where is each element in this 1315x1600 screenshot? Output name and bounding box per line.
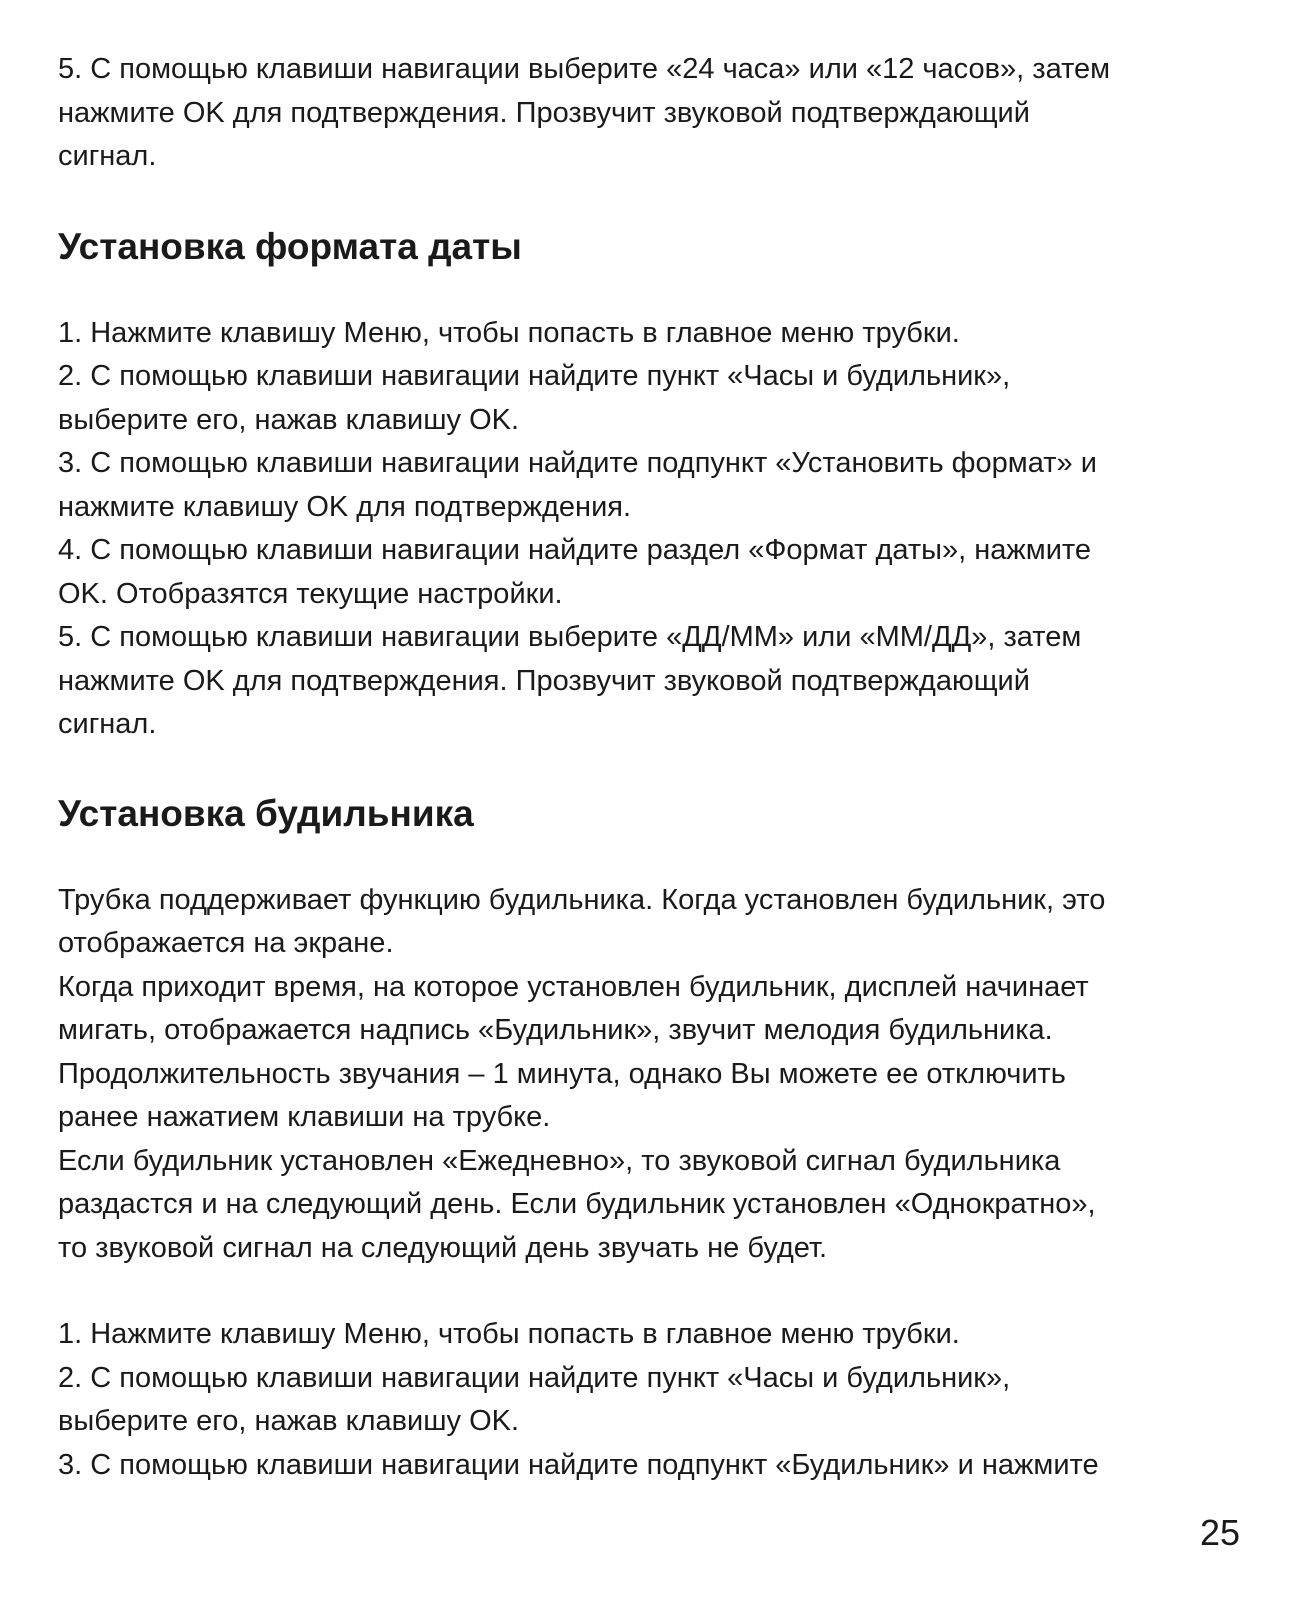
text-line: то звуковой сигнал на следующий день звучать не будет. bbox=[58, 1231, 828, 1264]
text-line: раздастся и на следующий день. Если будильник установлен «Однократно», bbox=[58, 1188, 1096, 1220]
text-line: 5. С помощью клавиши навигации выберите «ДД/ММ» или «ММ/ДД», затем bbox=[58, 621, 1082, 653]
text-line: выберите его, нажав клавишу OK. bbox=[58, 1405, 520, 1437]
section-heading-alarm: Установка будильника bbox=[58, 792, 474, 834]
text-line: 1. Нажмите клавишу Меню, чтобы попасть в главное меню трубки. bbox=[58, 316, 960, 349]
alarm-steps bbox=[58, 1313, 1268, 1487]
text-line: нажмите OK для подтверждения. Прозвучит звуковой подтверждающий bbox=[58, 664, 1030, 697]
manual-page bbox=[58, 48, 1268, 1487]
text-line: 4. С помощью клавиши навигации найдите раздел «Формат даты», нажмите bbox=[58, 534, 1091, 566]
text-line: 3. С помощью клавиши навигации найдите подпункт «Установить формат» и bbox=[58, 447, 1097, 479]
text-line: нажмите клавишу OK для подтверждения. bbox=[58, 490, 632, 523]
text-line: мигать, отображается надпись «Будильник», звучит мелодия будильника. bbox=[58, 1014, 1053, 1046]
page-number: 25 bbox=[1200, 1512, 1241, 1553]
text-line: выберите его, нажав клавишу OK. bbox=[58, 403, 520, 436]
section-heading-date-format: Установка формата даты bbox=[58, 225, 522, 267]
text-line: OK. Отобразятся текущие настройки. bbox=[58, 577, 563, 610]
intro-step-paragraph bbox=[58, 48, 1268, 179]
text-line: 5. С помощью клавиши навигации выберите «24 часа» или «12 часов», затем bbox=[58, 53, 1111, 85]
text-line: 3. С помощью клавиши навигации найдите подпункт «Будильник» и нажмите bbox=[58, 1448, 1099, 1481]
text-line: сигнал. bbox=[58, 708, 157, 740]
text-line: 1. Нажмите клавишу Меню, чтобы попасть в главное меню трубки. bbox=[58, 1318, 960, 1350]
text-line: 2. С помощью клавиши навигации найдите пункт «Часы и будильник», bbox=[58, 360, 1011, 392]
text-line: Если будильник установлен «Ежедневно», то звуковой сигнал будильника bbox=[58, 1144, 1061, 1177]
alarm-description bbox=[58, 879, 1268, 1271]
text-line: отображается на экране. bbox=[58, 927, 394, 959]
text-line: 2. С помощью клавиши навигации найдите пункт «Часы и будильник», bbox=[58, 1361, 1011, 1394]
date-format-steps bbox=[58, 312, 1268, 747]
text-line: сигнал. bbox=[58, 140, 157, 172]
text-line: нажмите OK для подтверждения. Прозвучит звуковой подтверждающий bbox=[58, 96, 1030, 129]
text-line: Когда приходит время, на которое установлен будильник, дисплей начинает bbox=[58, 970, 1089, 1003]
text-line: Продолжительность звучания – 1 минута, однако Вы можете ее отключить bbox=[58, 1057, 1066, 1090]
text-line: Трубка поддерживает функцию будильника. Когда установлен будильник, это bbox=[58, 883, 1106, 916]
text-line: ранее нажатием клавиши на трубке. bbox=[58, 1101, 551, 1133]
